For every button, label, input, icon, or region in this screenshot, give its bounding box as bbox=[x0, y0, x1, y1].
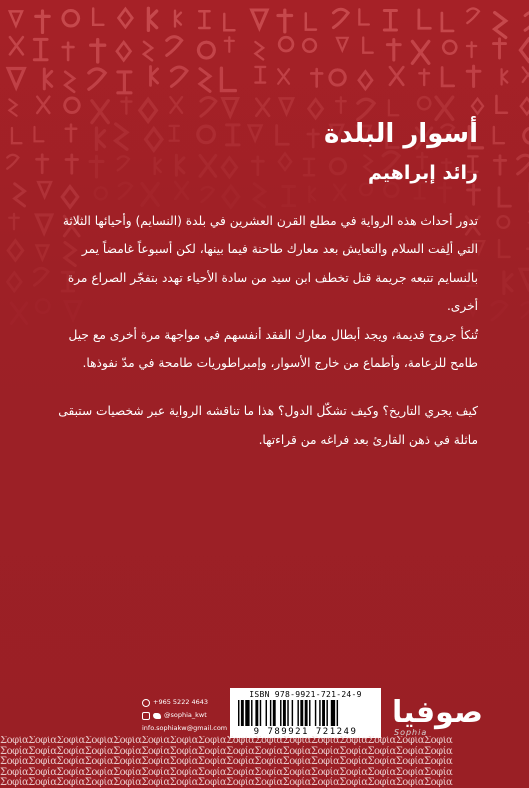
barcode-bar bbox=[292, 700, 293, 726]
decorative-glyph bbox=[522, 302, 529, 317]
decorative-glyph bbox=[225, 37, 234, 52]
decorative-glyph bbox=[336, 97, 346, 113]
decorative-glyph bbox=[63, 11, 78, 26]
decorative-glyph bbox=[520, 269, 529, 288]
decorative-glyph bbox=[116, 124, 127, 149]
decorative-glyph bbox=[498, 216, 510, 228]
decorative-glyph bbox=[502, 69, 508, 84]
decorative-glyph bbox=[91, 40, 105, 62]
decorative-glyph bbox=[90, 156, 103, 177]
contact-email-row bbox=[142, 722, 227, 735]
decorative-glyph bbox=[524, 128, 529, 143]
decorative-glyph bbox=[227, 125, 240, 145]
decorative-glyph bbox=[224, 14, 234, 30]
decorative-glyph bbox=[9, 214, 19, 229]
decorative-glyph bbox=[387, 40, 400, 60]
decorative-glyph bbox=[442, 68, 454, 86]
decorative-glyph bbox=[254, 184, 264, 207]
decorative-glyph bbox=[10, 37, 23, 54]
decorative-glyph bbox=[277, 126, 289, 145]
decorative-glyph bbox=[494, 156, 506, 174]
decorative-glyph bbox=[95, 187, 107, 199]
decorative-glyph bbox=[337, 38, 348, 51]
decorative-glyph bbox=[523, 67, 529, 82]
decorative-glyph bbox=[495, 13, 506, 38]
book-title: أسوار البلدة bbox=[324, 119, 478, 149]
decorative-glyph bbox=[255, 42, 263, 59]
barcode-bar bbox=[251, 700, 252, 726]
decorative-glyph bbox=[8, 241, 23, 261]
decorative-glyph bbox=[442, 13, 453, 31]
contact-email: info.sophiakw@gmail.com bbox=[142, 724, 228, 732]
decorative-glyph bbox=[63, 43, 74, 60]
decorative-glyph bbox=[525, 12, 529, 30]
barcode-bar bbox=[245, 700, 249, 726]
barcode-bar bbox=[260, 700, 261, 726]
decorative-glyph bbox=[15, 184, 25, 206]
decorative-glyph bbox=[359, 9, 369, 24]
decorative-glyph bbox=[280, 98, 293, 113]
decorative-glyph bbox=[66, 125, 77, 142]
decorative-glyph bbox=[468, 185, 480, 204]
decorative-glyph bbox=[222, 158, 236, 177]
decorative-glyph bbox=[155, 158, 161, 174]
barcode-bar bbox=[241, 700, 244, 726]
barcode-bar bbox=[287, 700, 288, 726]
barcode-bar bbox=[309, 700, 310, 726]
decorative-glyph bbox=[200, 156, 216, 177]
decorative-glyph bbox=[8, 69, 24, 88]
decorative-glyph bbox=[494, 39, 506, 58]
decorative-glyph bbox=[171, 67, 186, 86]
contact-phone-row bbox=[142, 696, 227, 709]
decorative-glyph bbox=[175, 11, 181, 27]
decorative-glyph bbox=[151, 67, 158, 86]
decorative-glyph bbox=[304, 159, 314, 175]
decorative-glyph bbox=[256, 99, 269, 116]
decorative-glyph bbox=[7, 155, 18, 169]
barcode-bar bbox=[283, 700, 286, 726]
blurb-paragraph: كيف يجري التاريخ؟ وكيف تشكّل الدول؟ هذا ما تناقشه الرواية عبر شخصيات ستبقى ماثلة في ذهن القارئ بعد فراغه من قراءتها. bbox=[58, 404, 478, 447]
decorative-glyph bbox=[309, 187, 315, 202]
decorative-glyph bbox=[419, 69, 429, 85]
decorative-glyph bbox=[38, 182, 51, 197]
decorative-glyph bbox=[146, 129, 162, 151]
decorative-glyph bbox=[119, 183, 132, 199]
decorative-glyph bbox=[443, 41, 456, 54]
decorative-glyph bbox=[492, 301, 507, 320]
decorative-glyph bbox=[140, 99, 157, 121]
decorative-glyph bbox=[202, 187, 214, 202]
barcode-bar bbox=[255, 700, 258, 726]
decorative-glyph bbox=[494, 127, 504, 143]
decorative-glyph bbox=[167, 37, 182, 56]
instagram-icon bbox=[142, 712, 150, 720]
book-author: رائد إبراهيم bbox=[368, 162, 478, 184]
publisher-contacts bbox=[142, 696, 227, 735]
barcode-bar bbox=[337, 700, 338, 726]
decorative-glyph bbox=[11, 303, 26, 324]
decorative-glyph bbox=[389, 100, 398, 115]
barcode-bar bbox=[270, 700, 271, 726]
decorative-text-band bbox=[0, 736, 529, 788]
whatsapp-icon bbox=[142, 699, 150, 707]
decorative-glyph bbox=[223, 99, 238, 117]
decorative-glyph bbox=[311, 69, 322, 86]
decorative-glyph bbox=[412, 41, 428, 63]
decorative-glyph bbox=[44, 69, 51, 89]
decorative-glyph bbox=[499, 188, 511, 206]
decorative-glyph bbox=[330, 70, 345, 85]
barcode-bar bbox=[266, 700, 267, 726]
title-block bbox=[324, 118, 478, 186]
barcode-bar bbox=[322, 700, 325, 726]
decorative-glyph bbox=[252, 157, 263, 175]
decorative-glyph bbox=[117, 42, 131, 60]
decorative-glyph bbox=[363, 38, 373, 53]
contact-phone: +965 5222 4643 bbox=[153, 698, 209, 706]
decorative-glyph bbox=[36, 246, 48, 260]
decorative-glyph bbox=[37, 97, 49, 113]
decorative-glyph bbox=[65, 72, 74, 92]
decorative-glyph bbox=[36, 11, 49, 32]
barcode-bar bbox=[273, 700, 276, 726]
decorative-glyph bbox=[521, 98, 529, 114]
decorative-glyph bbox=[518, 155, 529, 174]
decorative-glyph bbox=[35, 127, 44, 141]
decorative-glyph bbox=[279, 154, 291, 170]
barcode-bar bbox=[238, 700, 239, 726]
decorative-glyph bbox=[198, 126, 214, 142]
band-row: ΣοφίαΣοφίαΣοφίαΣοφίαΣοφίαΣοφίαΣοφίαΣοφίαΣοφίαΣοφίαΣοφίαΣοφίαΣοφίαΣοφίαΣοφίαΣοφία bbox=[0, 766, 453, 778]
decorative-glyph bbox=[358, 99, 374, 119]
decorative-glyph bbox=[119, 9, 133, 27]
decorative-glyph bbox=[252, 10, 267, 28]
barcode-bar bbox=[315, 700, 316, 726]
decorative-glyph bbox=[170, 97, 182, 113]
decorative-glyph bbox=[34, 268, 48, 285]
decorative-glyph bbox=[467, 66, 480, 86]
blurb-paragraph: تدور أحداث هذه الرواية في مطلع القرن العشرين في بلدة (النسايم) وأحيائها الثلاثة التي ألِفت السلام والتعايش بعد معارك طاحنة فيما بينها، لكن أسبوعاً غامضاً يمر بالنسايم تتبعه جريمة قتل تخطف ابن سيد من سادة الأحياء تهدد بتفجّر الصراع مرة أخرى. bbox=[62, 214, 478, 314]
decorative-glyph bbox=[278, 69, 289, 84]
publisher-logo-latin: Sophia bbox=[394, 728, 428, 737]
decorative-glyph bbox=[255, 67, 265, 83]
decorative-glyph bbox=[279, 37, 293, 51]
blurb-paragraph: تُنكأ جروح قديمة، ويجد أبطال معارك الفقد أنفسهم في مواجهة مرة أخرى مع جيل طامح للزعامة، وأطماع من خارج الأسوار، وإمبراطوريات طامحة في مدّ نفوذها. bbox=[68, 327, 478, 371]
decorative-glyph bbox=[176, 155, 184, 175]
decorative-glyph bbox=[142, 184, 158, 206]
decorative-glyph bbox=[419, 10, 431, 28]
decorative-glyph bbox=[65, 98, 80, 113]
decorative-glyph bbox=[92, 101, 108, 123]
decorative-glyph bbox=[467, 8, 479, 23]
decorative-glyph bbox=[436, 97, 453, 119]
isbn-barcode bbox=[230, 688, 381, 738]
band-row: ΣοφίαΣοφίαΣοφίαΣοφίαΣοφίαΣοφίαΣοφίαΣοφίαΣοφίαΣοφίαΣοφίαΣοφίαΣοφίαΣοφίαΣοφίαΣοφία bbox=[0, 777, 453, 788]
decorative-glyph bbox=[249, 126, 262, 141]
decorative-glyph bbox=[467, 42, 476, 57]
decorative-glyph bbox=[359, 71, 372, 89]
barcode-bar bbox=[280, 700, 281, 726]
decorative-glyph bbox=[10, 11, 22, 25]
decorative-glyph bbox=[144, 42, 152, 61]
publisher-logo-text: صوفيا bbox=[392, 695, 483, 730]
twitter-icon bbox=[153, 713, 161, 719]
decorative-glyph bbox=[9, 99, 16, 115]
decorative-glyph bbox=[170, 126, 179, 141]
barcode-bar bbox=[319, 700, 320, 726]
decorative-glyph bbox=[303, 39, 316, 52]
barcode-bars bbox=[238, 700, 374, 726]
band-row: ΣοφίαΣοφίαΣοφίαΣοφίαΣοφίαΣοφίαΣοφίαΣοφίαΣοφίαΣοφίαΣοφίαΣοφίαΣοφίαΣοφίαΣοφίαΣοφία bbox=[0, 736, 453, 746]
decorative-glyph bbox=[97, 128, 105, 149]
decorative-glyph bbox=[390, 67, 403, 85]
decorative-glyph bbox=[175, 182, 188, 199]
decorative-glyph bbox=[118, 72, 131, 93]
barcode-bar bbox=[300, 700, 303, 726]
decorative-glyph bbox=[66, 155, 78, 173]
decorative-glyph bbox=[472, 99, 483, 114]
decorative-glyph bbox=[36, 299, 49, 312]
decorative-glyph bbox=[62, 187, 77, 208]
decorative-glyph bbox=[199, 11, 209, 28]
barcode-digits: 9 789921 721249 bbox=[253, 727, 358, 737]
decorative-glyph bbox=[499, 240, 510, 257]
decorative-glyph bbox=[520, 39, 529, 61]
decorative-glyph bbox=[504, 272, 512, 293]
decorative-glyph bbox=[121, 98, 131, 114]
decorative-glyph bbox=[283, 187, 295, 206]
band-row: ΣοφίαΣοφίαΣοφίαΣοφίαΣοφίαΣοφίαΣοφίαΣοφίαΣοφίαΣοφίαΣοφίαΣοφίαΣοφίαΣοφίαΣοφίαΣοφία bbox=[0, 745, 453, 757]
decorative-glyph bbox=[223, 186, 239, 207]
decorative-glyph bbox=[89, 69, 105, 89]
decorative-glyph bbox=[384, 11, 396, 31]
decorative-glyph bbox=[198, 42, 214, 58]
decorative-glyph bbox=[308, 130, 319, 147]
barcode-bar bbox=[326, 700, 327, 726]
decorative-glyph bbox=[12, 128, 22, 143]
decorative-glyph bbox=[278, 10, 292, 32]
decorative-glyph bbox=[200, 69, 210, 92]
band-row: ΣοφίαΣοφίαΣοφίαΣοφίαΣοφίαΣοφίαΣοφίαΣοφίαΣοφίαΣοφίαΣοφίαΣοφίαΣοφίαΣοφίαΣοφίαΣοφία bbox=[0, 756, 453, 767]
contact-social: @sophia_kwt bbox=[164, 711, 207, 719]
barcode-bar bbox=[297, 700, 298, 726]
decorative-glyph bbox=[7, 273, 21, 291]
publisher-logo bbox=[392, 692, 492, 742]
decorative-glyph bbox=[37, 155, 48, 173]
isbn-label: ISBN 978-9921-721-24-9 bbox=[249, 690, 362, 699]
decorative-glyph bbox=[93, 9, 103, 25]
decorative-glyph bbox=[118, 156, 129, 170]
decorative-glyph bbox=[333, 9, 348, 27]
decorative-glyph bbox=[201, 97, 216, 116]
decorative-glyph bbox=[306, 13, 316, 29]
barcode-bar bbox=[331, 700, 335, 726]
decorative-glyph bbox=[221, 68, 235, 90]
contact-social-row bbox=[142, 709, 227, 722]
decorative-glyph bbox=[34, 39, 47, 59]
decorative-glyph bbox=[309, 100, 323, 119]
decorative-glyph bbox=[496, 96, 507, 113]
book-blurb bbox=[50, 207, 478, 454]
decorative-glyph bbox=[148, 8, 156, 30]
decorative-glyph bbox=[334, 185, 346, 201]
decorative-glyph bbox=[418, 97, 430, 109]
barcode-bar bbox=[305, 700, 308, 726]
